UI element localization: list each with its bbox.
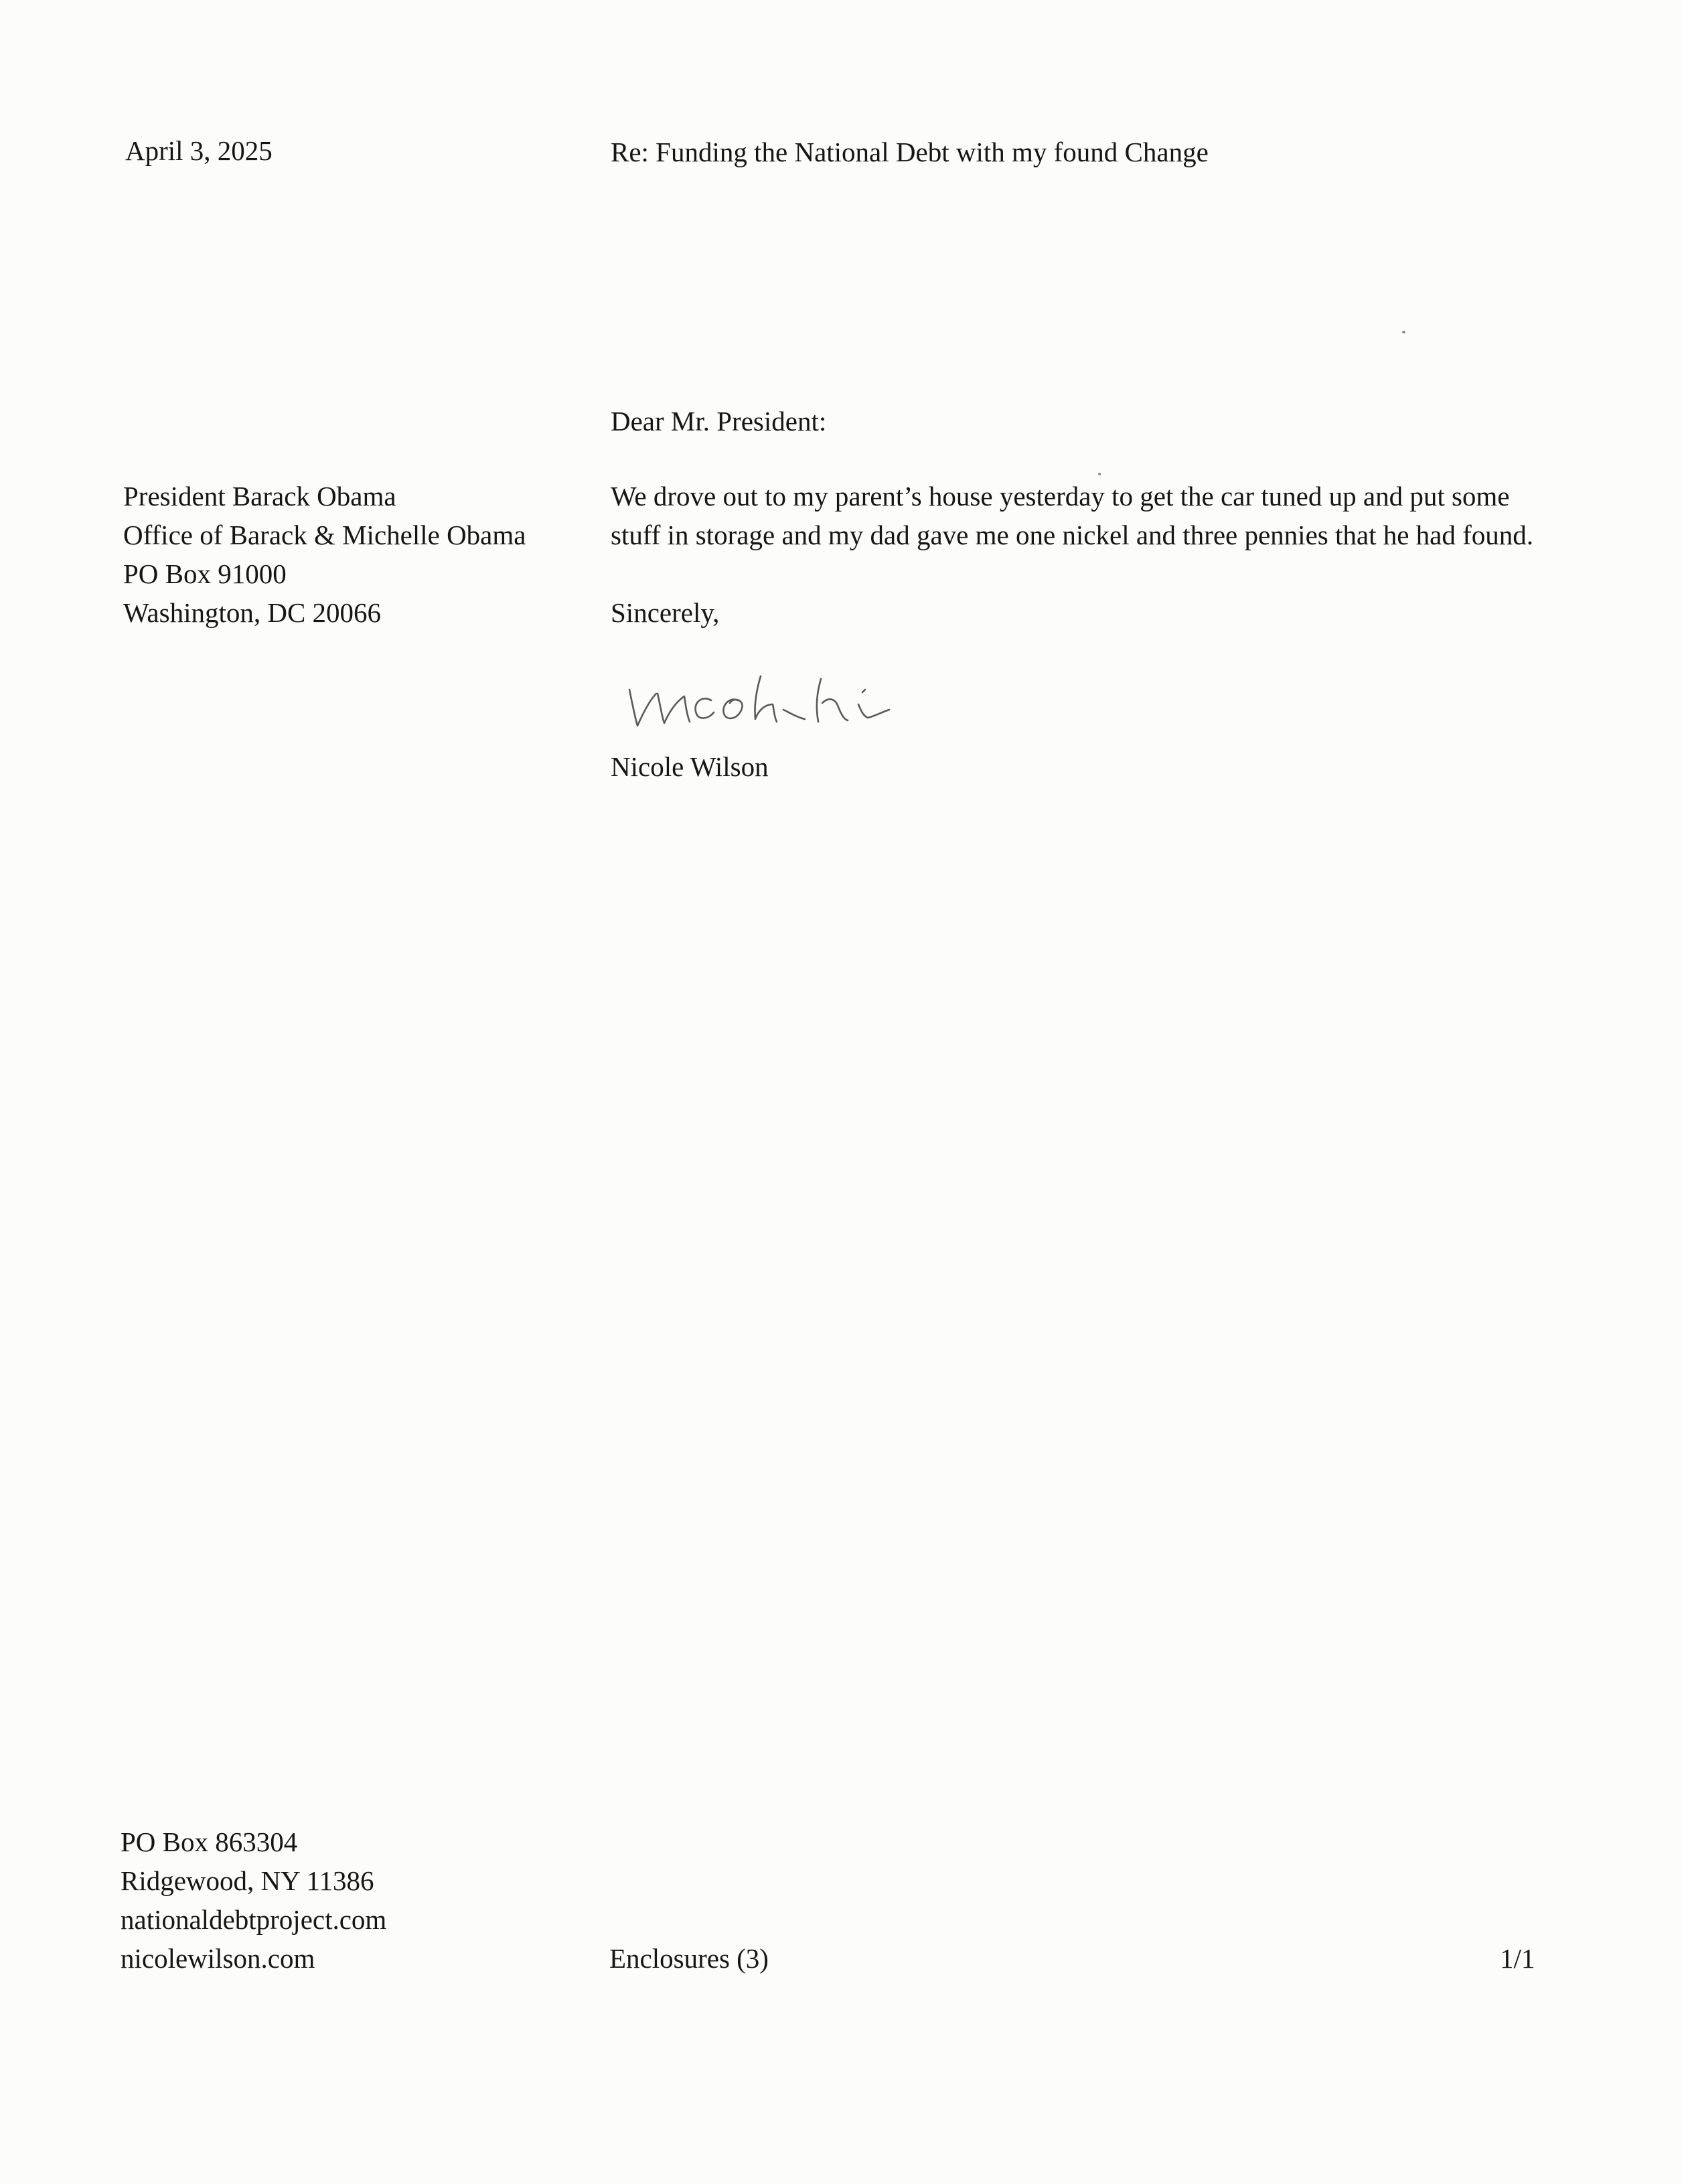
recipient-po-box: PO Box 91000 [123,558,287,589]
body-line: stuff in storage and my dad gave me one nickel and three pennies that he had found. [611,520,1534,550]
enclosures-note: Enclosures (3) [609,1943,769,1974]
handwritten-signature [623,663,917,736]
sender-website-personal: nicolewilson.com [121,1943,315,1974]
recipient-office: Office of Barack & Michelle Obama [123,520,526,550]
sender-city-state-zip: Ridgewood, NY 11386 [121,1865,374,1896]
recipient-address [123,477,526,632]
salutation: Dear Mr. President: [611,406,827,437]
sender-website-project: nationaldebtproject.com [121,1904,387,1935]
page-number: 1/1 [1500,1943,1535,1974]
scan-speck [1402,331,1405,333]
body-line: We drove out to my parent’s house yesterday to get the car tuned up and put some [611,481,1510,512]
sender-po-box: PO Box 863304 [121,1826,298,1857]
signer-name: Nicole Wilson [611,751,769,782]
letter-subject: Re: Funding the National Debt with my found Change [611,137,1209,167]
closing: Sincerely, [611,597,720,628]
recipient-name: President Barack Obama [123,481,396,512]
letter-body [611,477,1561,554]
sender-address [121,1822,386,1978]
recipient-city-state-zip: Washington, DC 20066 [123,597,382,628]
letter-date: April 3, 2025 [125,135,273,166]
scan-speck [1098,473,1101,475]
